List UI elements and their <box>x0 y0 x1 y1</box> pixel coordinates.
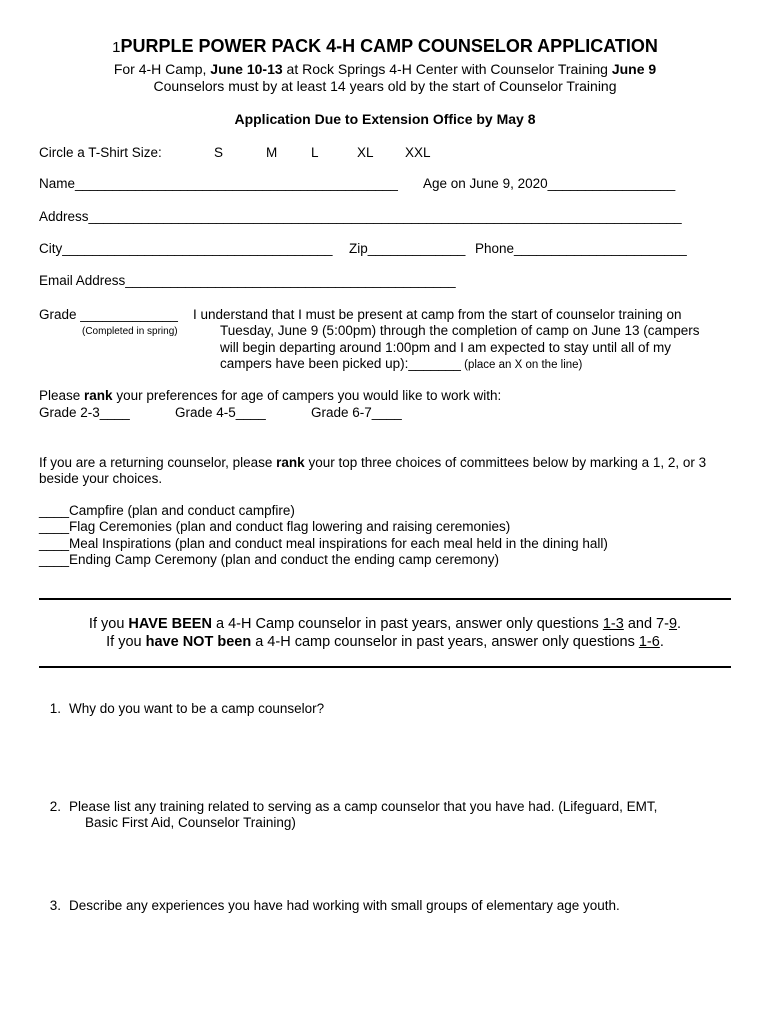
training-date: June 9 <box>611 61 657 77</box>
rank-grade-6-7[interactable]: Grade 6-7____ <box>311 405 402 420</box>
committee-campfire[interactable]: ____Campfire (plan and conduct campfire) <box>39 503 295 518</box>
instr-2-end: . <box>659 634 664 650</box>
committees-intro-bold: rank <box>276 455 305 470</box>
zip-field[interactable]: Zip_____________ <box>349 241 466 256</box>
instr-2-range: 1-6 <box>638 634 660 650</box>
agreement-line-4[interactable] <box>220 356 582 371</box>
rank-grade-2-3[interactable]: Grade 2-3____ <box>39 405 130 420</box>
age-requirement: Counselors must by at least 14 years old by the start of Counselor Training <box>153 78 617 94</box>
title-text: PURPLE POWER PACK 4-H CAMP COUNSELOR APPLICATION <box>120 36 658 56</box>
committee-flag-ceremonies[interactable]: ____Flag Ceremonies (plan and conduct flag lowering and raising ceremonies) <box>39 519 511 534</box>
instructions-returning <box>0 616 770 632</box>
tshirt-size-l[interactable]: L <box>311 145 319 160</box>
instr-1-bold: HAVE BEEN <box>128 616 212 632</box>
question-2-line-2: Basic First Aid, Counselor Training) <box>85 815 296 830</box>
committee-ending-ceremony[interactable]: ____Ending Camp Ceremony (plan and conduct the ending camp ceremony) <box>39 552 500 567</box>
age-field[interactable]: Age on June 9, 2020_________________ <box>423 176 676 191</box>
question-3-number: 3. <box>49 898 61 913</box>
rank-age-bold: rank <box>84 388 113 403</box>
instr-1-and: and 7- <box>623 616 669 632</box>
address-field[interactable]: Address_______________________________________________________________________________ <box>39 209 682 224</box>
camp-location: at Rock Springs 4-H Center with Counselor Training <box>282 61 612 77</box>
agreement-blank[interactable]: campers have been picked up):_______ <box>220 356 461 371</box>
divider-top <box>39 598 731 600</box>
name-field[interactable]: Name___________________________________________ <box>39 176 398 191</box>
rank-age-prompt <box>39 388 501 403</box>
committee-meal-inspirations[interactable]: ____Meal Inspirations (plan and conduct meal inspirations for each meal held in the dining hall) <box>39 536 608 551</box>
camp-dates-line <box>0 61 770 77</box>
tshirt-size-s[interactable]: S <box>214 145 224 160</box>
agreement-line-3: will begin departing around 1:00pm and I am expected to stay until all of my <box>220 340 672 355</box>
phone-field[interactable]: Phone_______________________ <box>475 241 687 256</box>
instructions-new <box>0 634 770 650</box>
committees-intro-line-2: beside your choices. <box>39 471 163 486</box>
grade-field[interactable]: Grade _____________ <box>39 307 178 322</box>
committees-intro-post: your top three choices of committees below by marking a 1, 2, or 3 <box>304 455 707 470</box>
instr-2-mid: a 4-H camp counselor in past years, answer only questions <box>251 634 639 650</box>
instr-2-bold: have NOT been <box>145 634 252 650</box>
rank-age-post: your preferences for age of campers you would like to work with: <box>112 388 502 403</box>
agreement-hint: (place an X on the line) <box>460 359 583 371</box>
grade-note: (Completed in spring) <box>82 326 178 337</box>
instr-1-mid: a 4-H Camp counselor in past years, answer only questions <box>211 616 603 632</box>
rank-age-pre: Please <box>39 388 85 403</box>
instr-1-range-b: 9 <box>668 616 678 632</box>
instr-1-pre: If you <box>88 616 129 632</box>
city-field[interactable]: City____________________________________ <box>39 241 333 256</box>
tshirt-size-xxl[interactable]: XXL <box>405 145 431 160</box>
instr-1-end: . <box>677 616 682 632</box>
tshirt-size-xl[interactable]: XL <box>357 145 374 160</box>
rank-grade-4-5[interactable]: Grade 4-5____ <box>175 405 266 420</box>
camp-dates-bold: June 10-13 <box>210 61 283 77</box>
agreement-line-2: Tuesday, June 9 (5:00pm) through the completion of camp on June 13 (campers <box>220 323 700 338</box>
email-field[interactable]: Email Address____________________________________________ <box>39 273 456 288</box>
committees-intro-pre: If you are a returning counselor, please <box>39 455 277 470</box>
question-3-text: Describe any experiences you have had working with small groups of elementary age youth. <box>69 898 620 913</box>
camp-dates-pre: For 4-H Camp, <box>113 61 211 77</box>
form-title <box>0 36 770 57</box>
divider-bottom <box>39 666 731 668</box>
agreement-line-1: I understand that I must be present at camp from the start of counselor training on <box>193 307 682 322</box>
title-number: 1 <box>112 39 121 56</box>
committees-intro <box>39 455 706 470</box>
question-1-number: 1. <box>49 701 61 716</box>
tshirt-size-m[interactable]: M <box>266 145 278 160</box>
question-1 <box>39 701 324 716</box>
tshirt-label: Circle a T-Shirt Size: <box>39 145 162 160</box>
due-date: Application Due to Extension Office by May 8 <box>234 111 536 127</box>
question-2-number: 2. <box>49 799 61 814</box>
question-3 <box>39 898 620 913</box>
question-2 <box>39 799 657 814</box>
instr-2-pre: If you <box>106 634 146 650</box>
question-1-text: Why do you want to be a camp counselor? <box>69 701 325 716</box>
instr-1-range-a: 1-3 <box>602 616 624 632</box>
question-2-text: Please list any training related to serving as a camp counselor that you have had. (Lifeguard, EMT, <box>69 799 658 814</box>
